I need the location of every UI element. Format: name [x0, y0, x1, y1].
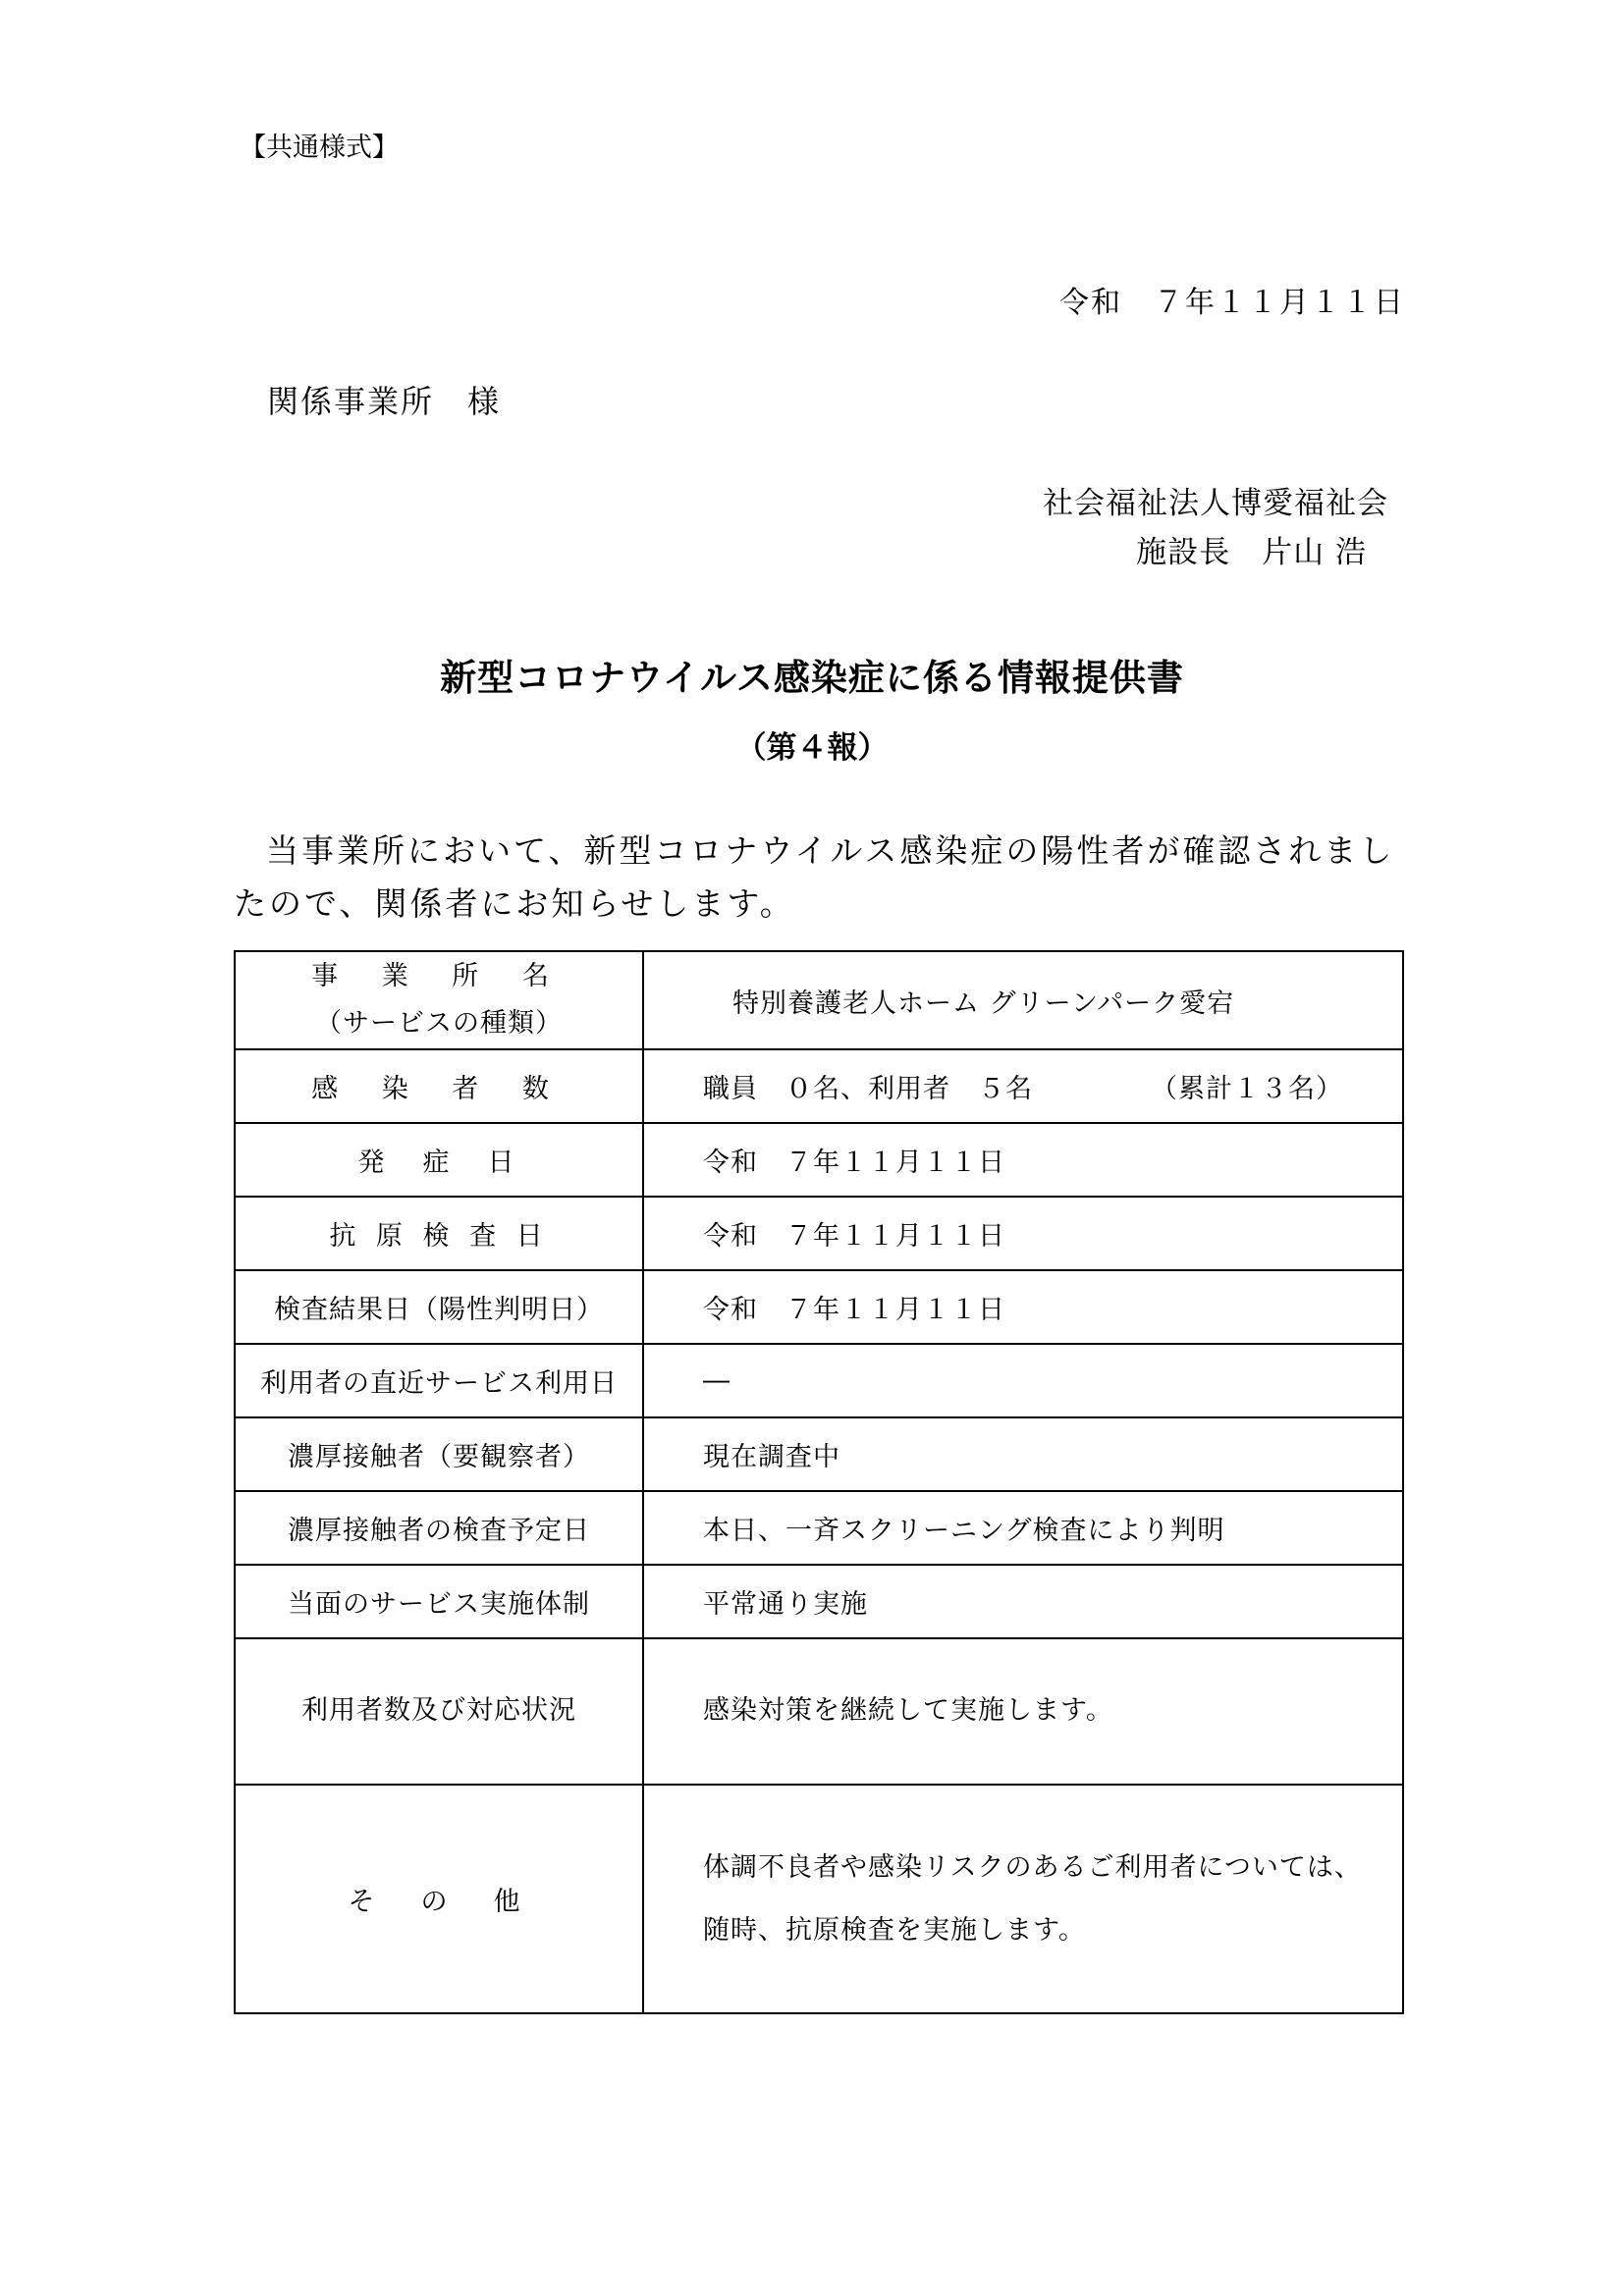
row-label-line1: 事 業 所 名 — [311, 961, 567, 991]
row-label: 感 染 者 数 — [235, 1049, 643, 1123]
row-value: 令和 ７年１１月１１日 — [643, 1123, 1403, 1197]
table-row — [235, 1785, 1403, 2013]
row-value: 平常通り実施 — [643, 1565, 1403, 1638]
table-row — [235, 1565, 1403, 1638]
row-value: 特別養護老人ホーム グリーンパーク愛宕 — [643, 951, 1403, 1049]
info-table — [234, 950, 1404, 2014]
row-label: 利用者の直近サービス利用日 — [235, 1344, 643, 1417]
row-value: 感染対策を継続して実施します。 — [643, 1638, 1403, 1785]
table-row — [235, 1417, 1403, 1491]
row-value: ― — [643, 1344, 1403, 1417]
intro-paragraph: 当事業所において、新型コロナウイルス感染症の陽性者が確認されましたので、関係者にお知らせします。 — [234, 831, 1395, 923]
table-row — [235, 1491, 1403, 1565]
row-label: 当面のサービス実施体制 — [235, 1565, 643, 1638]
row-label: 濃厚接触者の検査予定日 — [235, 1491, 643, 1565]
row-value-line1: 体調不良者や感染リスクのあるご利用者については、 — [703, 1852, 1362, 1883]
table-row — [235, 951, 1403, 1049]
row-label: 濃厚接触者（要観察者） — [235, 1417, 643, 1491]
organization-name: 社会福祉法人博愛福祉会 — [1043, 486, 1388, 521]
table-row — [235, 1123, 1403, 1197]
row-label: 検査結果日（陽性判明日） — [235, 1270, 643, 1344]
row-value — [643, 1785, 1403, 2013]
row-label — [235, 951, 643, 1049]
table-row — [235, 1344, 1403, 1417]
cumulative-count: （累計１３名） — [1151, 1074, 1343, 1104]
row-value-line2: 随時、抗原検査を実施します。 — [703, 1915, 1086, 1946]
document-date: 令和 ７年１１月１１日 — [1059, 286, 1405, 320]
row-label: 発 症 日 — [235, 1123, 643, 1197]
row-value: 本日、一斉スクリーニング検査により判明 — [643, 1491, 1403, 1565]
form-label: 【共通様式】 — [240, 133, 399, 163]
row-label-line2: （サービスの種類） — [315, 1008, 563, 1039]
table-row — [235, 1197, 1403, 1270]
table-row — [235, 1638, 1403, 1785]
row-value: 令和 ７年１１月１１日 — [643, 1197, 1403, 1270]
report-number: （第４報） — [735, 730, 889, 766]
table-row — [235, 1270, 1403, 1344]
row-label: 抗 原 検 査 日 — [235, 1197, 643, 1270]
row-value — [643, 1049, 1403, 1123]
row-value: 現在調査中 — [643, 1417, 1403, 1491]
row-value: 令和 ７年１１月１１日 — [643, 1270, 1403, 1344]
addressee: 関係事業所 様 — [267, 383, 502, 420]
row-label: そ の 他 — [235, 1785, 643, 2013]
document-title: 新型コロナウイルス感染症に係る情報提供書 — [440, 657, 1184, 699]
director-name: 施設長 片山 浩 — [1136, 535, 1367, 570]
infected-count: 職員 ０名、利用者 ５名 — [703, 1074, 1033, 1104]
table-row — [235, 1049, 1403, 1123]
row-label: 利用者数及び対応状況 — [235, 1638, 643, 1785]
